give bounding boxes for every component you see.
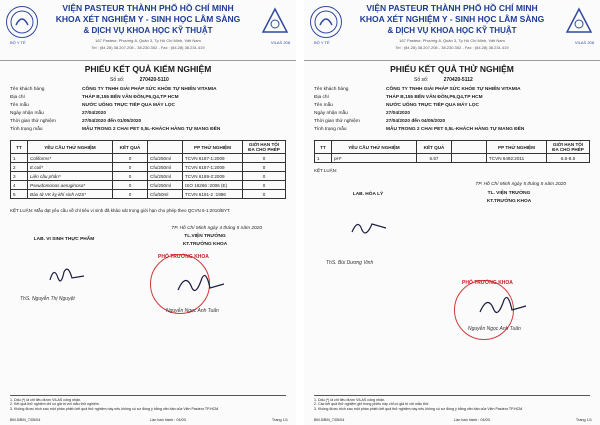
info-key: Địa chỉ xyxy=(10,95,25,100)
footer-revision: Lần ban hành : 04/00 xyxy=(150,418,186,422)
info-value: MẪU TRONG 2 CHAI PET 0,5L-KHÁCH HÀNG TỰ MANG ĐẾN xyxy=(82,127,221,132)
cell: E.coli* xyxy=(28,163,113,172)
footnote: 1. Dấu (*) là chỉ tiêu được VILAS công nhận. xyxy=(314,397,386,402)
cell: 0 xyxy=(113,163,148,172)
info-value: MẪU TRONG 2 CHAI PET 0,5L-KHÁCH HÀNG TỰ MANG ĐẾN xyxy=(386,127,525,132)
header-phone: Tel : (84.28) 38.207.208 - 38.230.352 - Fax : (84.28) 38.231.419 xyxy=(91,45,205,50)
report-right xyxy=(304,0,600,425)
cell: Cfu/250ml xyxy=(148,163,183,172)
table-header: TT xyxy=(315,141,332,154)
info-value: 27/04/2020 đến 04/05/2020 xyxy=(386,119,446,124)
pasteur-logo-icon xyxy=(6,6,38,38)
table-row xyxy=(11,154,286,163)
cell: 2 xyxy=(11,163,28,172)
conclusion: KẾT LUẬN: Mẫu đạt yêu cầu về chỉ tiêu vi sinh đã khảo sát trong giới hạn cho phép theo QCVN 6-1:2010/BYT. xyxy=(10,208,231,213)
table-header: GIỚI HẠN TỐI ĐA CHO PHÉP xyxy=(243,141,286,154)
header-address: 167 Pasteur, Phường 8, Quận 3, Tp Hồ Chí Minh, Việt Nam xyxy=(399,38,505,43)
results-table xyxy=(10,140,286,199)
cell: 6.57 xyxy=(417,154,452,163)
table-row xyxy=(11,163,286,172)
vilas-logo-icon xyxy=(564,6,594,36)
info-value: 27/04/2020 đến 01/05/2020 xyxy=(82,119,142,124)
cell: 3 xyxy=(11,172,28,181)
table-header: YÊU CẦU THỬ NGHIỆM xyxy=(28,141,113,154)
cell: TCVN 6187-1:2009 xyxy=(183,154,243,163)
table-row xyxy=(11,190,286,199)
info-key: Tình trạng mẫu xyxy=(314,127,347,132)
table-header: KẾT QUẢ xyxy=(417,141,452,154)
cell: 1 xyxy=(11,154,28,163)
header-line1: VIỆN PASTEUR THÀNH PHỐ HỒ CHÍ MINH xyxy=(62,3,234,13)
stamp-title: PHÓ TRƯỞNG KHOA xyxy=(158,254,209,260)
footnotes xyxy=(314,395,590,412)
info-key: Tình trạng mẫu xyxy=(10,127,43,132)
table-header: KẾT QUẢ xyxy=(113,141,148,154)
cell: 0 xyxy=(243,163,286,172)
table-header-row xyxy=(11,141,286,154)
table-header: GIỚI HẠN TỐI ĐA CHO PHÉP xyxy=(547,141,590,154)
info-key: Tên khách hàng xyxy=(10,87,45,92)
report-date: TP. Hồ Chí Minh ngày 4 tháng 5 năm 2020 xyxy=(171,226,262,231)
page-title: PHIẾU KẾT QUẢ THỬ NGHIỆM xyxy=(390,64,514,74)
results-table xyxy=(314,140,590,163)
table-header xyxy=(452,141,487,154)
signature-right-icon xyxy=(478,292,528,318)
report-left xyxy=(0,0,296,425)
header-line2: KHOA XÉT NGHIỆM Y - SINH HỌC LÂM SÀNG xyxy=(55,14,241,24)
table-row xyxy=(11,181,286,190)
stamp-title: PHÓ TRƯỞNG KHOA xyxy=(462,280,513,286)
logo-left-tag: BỘ Y TẾ xyxy=(314,40,330,45)
info-key: Thời gian thử nghiệm xyxy=(10,119,56,124)
table-header: PP THỬ NGHIỆM xyxy=(183,141,243,154)
cell: ISO 16266 :2006 (E) xyxy=(183,181,243,190)
cell: Cfu/250ml xyxy=(148,154,183,163)
page-number: Trang 1/1 xyxy=(271,418,288,422)
cell: pH* xyxy=(332,154,417,163)
footnote: 3. Không được trích sao một phần phiếu kết quả thử nghiệm này nếu không có sự đồng ý bằng văn bản của Viện Pasteur TP.HCM. xyxy=(314,406,524,411)
cell: 0 xyxy=(113,172,148,181)
cell: Cfu/250ml xyxy=(148,172,183,181)
signer-left-title: LAB. HÓA LÝ xyxy=(352,192,384,197)
cell: Coliforms* xyxy=(28,154,113,163)
cell: TCVN 6189-2:2009 xyxy=(183,172,243,181)
report-date: TP. Hồ Chí Minh ngày 5 tháng 5 năm 2020 xyxy=(475,182,566,187)
pasteur-logo-icon xyxy=(310,6,342,38)
cell xyxy=(452,154,487,163)
page-title: PHIẾU KẾT QUẢ KIỂM NGHIỆM xyxy=(84,64,212,74)
report-number-label: Số số: xyxy=(110,77,125,83)
info-key: Tên mẫu xyxy=(10,103,29,108)
cell: 5 xyxy=(11,190,28,199)
header-line2: KHOA XÉT NGHIỆM Y - SINH HỌC LÂM SÀNG xyxy=(359,14,545,24)
cell: TCVN 6492:2011 xyxy=(487,154,547,163)
cell: 0 xyxy=(113,181,148,190)
cell: 0 xyxy=(243,172,286,181)
cell: 0 xyxy=(113,154,148,163)
header-address: 167 Pasteur, Phường 8, Quận 3, Tp Hồ Chí Minh, Việt Nam xyxy=(95,38,201,43)
footer-code: BM.5/BM_7/05/04 xyxy=(10,418,41,422)
cell: TCVN 6191-2 :1996 xyxy=(183,190,243,199)
signer-left-name: ThS. Nguyễn Thị Nguyệt xyxy=(20,296,75,302)
cell: 0 xyxy=(113,190,148,199)
logo-right-tag: VILAS 208 xyxy=(270,40,290,45)
report-number xyxy=(110,77,169,83)
table-row xyxy=(315,154,590,163)
info-value: NƯỚC UỐNG TRỰC TIẾP QUA MÁY LỌC xyxy=(386,103,479,108)
info-key: Thời gian thử nghiệm xyxy=(314,119,360,124)
table-header-row xyxy=(315,141,590,154)
footer-code: BM.5/BM_7/05/04 xyxy=(314,418,345,422)
signature-left-icon xyxy=(48,262,88,286)
info-value: CÔNG TY TNHH GIẢI PHÁP SỨC KHỎE TỰ NHIÊN VITAMIA xyxy=(82,87,217,92)
report-number-label: Số số: xyxy=(414,77,429,83)
signer-right-name: Nguyễn Ngọc Anh Tuấn xyxy=(166,308,219,314)
signer-right-title-1: TL. VIỆN TRƯỞNG xyxy=(487,191,531,196)
info-key: Tên khách hàng xyxy=(314,87,349,92)
info-value: 27/04/2020 xyxy=(386,111,411,116)
cell: 6.5-8.5 xyxy=(547,154,590,163)
cell: 0 xyxy=(243,190,286,199)
footnotes xyxy=(10,395,286,412)
footnote: 2. Kết quả thử nghiệm chỉ có giá trị với mẫu thử nghiệm. xyxy=(10,402,100,406)
table-header xyxy=(148,141,183,154)
footnote: 2. Các kết quả thử nghiệm ghi trong phiếu này chỉ có giá trị với mẫu thử. xyxy=(314,402,430,406)
header-phone: Tel : (84.28) 38.207.208 - 38.230.352 - Fax : (84.28) 38.231.419 xyxy=(395,45,509,50)
cell: TCVN 6187-1:2009 xyxy=(183,163,243,172)
logo-right-tag: VILAS 208 xyxy=(574,40,594,45)
signer-right-title-2: KT.TRƯỞNG KHOA xyxy=(182,242,228,247)
table-row xyxy=(11,172,286,181)
info-key: Ngày nhận mẫu xyxy=(10,111,44,116)
table-header: YÊU CẦU THỬ NGHIỆM xyxy=(332,141,417,154)
cell: 1 xyxy=(315,154,332,163)
logo-left-tag: BỘ Y TẾ xyxy=(10,40,26,45)
signer-left-title: LAB. VI SINH THỰC PHẨM xyxy=(33,237,95,242)
info-key: Ngày nhận mẫu xyxy=(314,111,348,116)
info-value: NƯỚC UỐNG TRỰC TIẾP QUA MÁY LỌC xyxy=(82,103,175,108)
report-number xyxy=(414,77,473,83)
cell: 4 xyxy=(11,181,28,190)
footnote: 3. Không được trích sao một phần phiếu kết quả thử nghiệm này nếu không có sự đồng ý bằng văn bản của Viện Pasteur TP.HCM. xyxy=(10,406,220,411)
cell: Liên cầu phân* xyxy=(28,172,113,181)
cell: Bào tử VK kỵ khí sinh H2S* xyxy=(28,190,113,199)
report-number-value: 270420-5112 xyxy=(443,77,473,83)
signer-right-title-2: KT.TRƯỞNG KHOA xyxy=(486,199,532,204)
signature-left-icon xyxy=(350,216,390,238)
table-header: TT xyxy=(11,141,28,154)
info-value: 27/04/2020 xyxy=(82,111,107,116)
cell: Pseudomonas aeruginosa* xyxy=(28,181,113,190)
header-line1: VIỆN PASTEUR THÀNH PHỐ HỒ CHÍ MINH xyxy=(366,3,538,13)
footnote: 1. Dấu (*) là chỉ tiêu được VILAS công nhận. xyxy=(10,397,82,402)
conclusion: KẾT LUẬN: xyxy=(314,168,338,173)
cell: 0 xyxy=(243,154,286,163)
info-key: Tên mẫu xyxy=(314,103,333,108)
cell: 0 xyxy=(243,181,286,190)
info-value: THÁP B,155 BẾN VÂN ĐỒN,P6,Q4,TP HCM xyxy=(82,95,179,100)
signer-right-title-1: TL.VIỆN TRƯỞNG xyxy=(184,234,226,239)
signature-right-icon xyxy=(176,270,226,296)
report-number-value: 270420-5110 xyxy=(139,77,169,83)
info-value: THÁP B,155 BẾN VÂN ĐỒN,P6,Q4,TP HCM xyxy=(386,95,483,100)
footer-revision: Lần ban hành : 04/00 xyxy=(454,418,490,422)
cell: Cfu/50ml xyxy=(148,190,183,199)
header-line3: & DỊCH VỤ KHOA HỌC KỸ THUẬT xyxy=(387,26,517,35)
cell: Cfu/250ml xyxy=(148,181,183,190)
header-line3: & DỊCH VỤ KHOA HỌC KỸ THUẬT xyxy=(83,26,213,35)
vilas-logo-icon xyxy=(260,6,290,36)
page-number: Trang 1/1 xyxy=(575,418,592,422)
header xyxy=(304,0,600,61)
signer-left-name: ThS. Bùi Dương Vinh xyxy=(326,260,374,266)
info-value: CÔNG TY TNHH GIẢI PHÁP SỨC KHỎE TỰ NHIÊN VITAMIA xyxy=(386,87,521,92)
header xyxy=(0,0,296,61)
info-key: Địa chỉ xyxy=(314,95,329,100)
signer-right-name: Nguyễn Ngọc Anh Tuấn xyxy=(468,326,521,332)
table-header: PP THỬ NGHIỆM xyxy=(487,141,547,154)
